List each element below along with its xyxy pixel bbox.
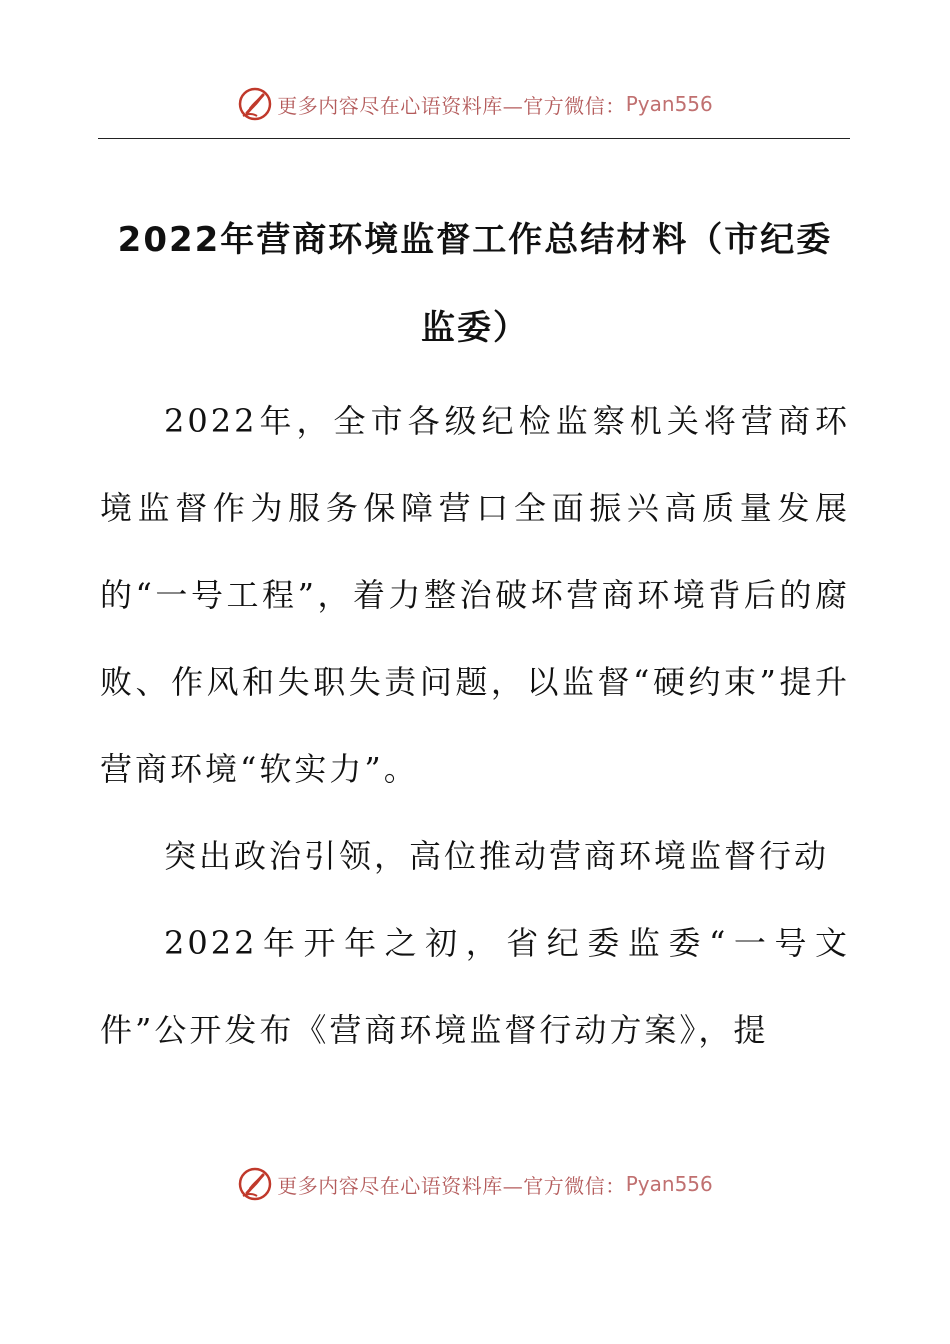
footer-watermark — [0, 1162, 950, 1206]
watermark-text: 更多内容尽在心语资料库—官方微信： — [277, 1173, 626, 1198]
document-body — [100, 378, 850, 1074]
quill-logo-icon — [237, 1166, 273, 1202]
header-divider — [98, 138, 850, 139]
header-watermark — [0, 82, 950, 126]
body-paragraph: 2022年开年之初，省纪委监委“一号文件”公开发布《营商环境监督行动方案》，提 — [100, 924, 850, 1049]
quill-logo-icon — [237, 86, 273, 122]
body-paragraph: 2022年，全市各级纪检监察机关将营商环境监督作为服务保障营口全面振兴高质量发展的“一号工程”，着力整治破坏营商环境背后的腐败、作风和失职失责问题，以监督“硬约束”提升营商环境“软实力”。 — [100, 402, 850, 788]
document-title: 2022年营商环境监督工作总结材料（市纪委监委） — [117, 220, 833, 348]
section-heading: 突出政治引领，高位推动营商环境监督行动 — [164, 837, 830, 875]
watermark-text: 更多内容尽在心语资料库—官方微信： — [277, 93, 626, 118]
wechat-id: Pyan556 — [625, 1172, 713, 1196]
wechat-id: Pyan556 — [625, 92, 713, 116]
